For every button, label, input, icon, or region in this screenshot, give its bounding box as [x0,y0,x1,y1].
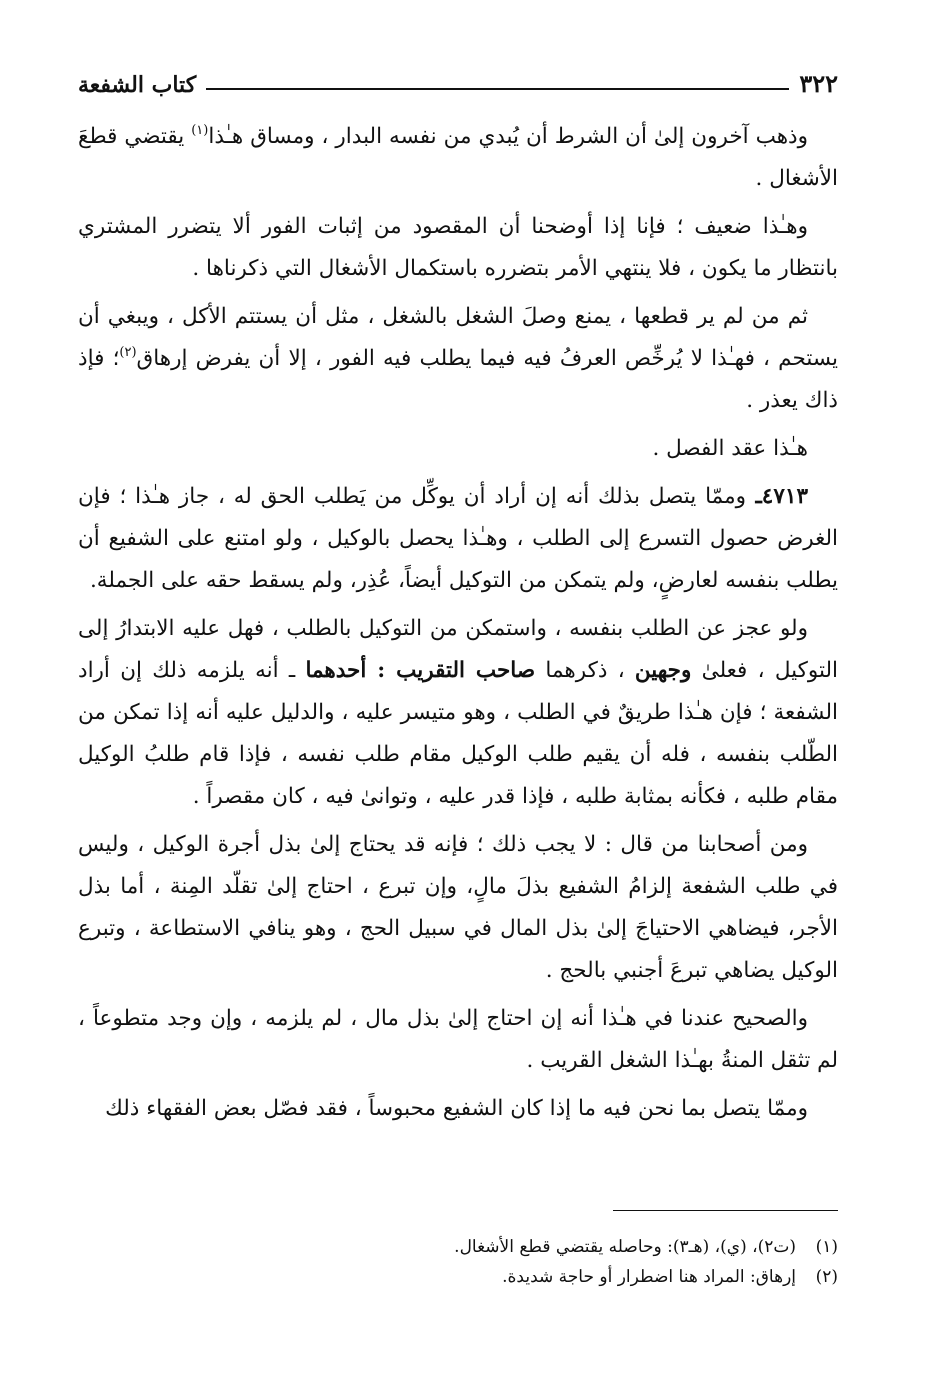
footnote [78,1232,838,1262]
paragraph [78,476,838,602]
footnote-text: (ت٢)، (ي)، (هـ٣): وحاصله يقتضي قطع الأشغال. [454,1237,796,1257]
paragraph [78,296,838,422]
footnote-text: إرهاق: المراد هنا اضطرار أو حاجة شديدة. [502,1267,796,1287]
bold-text: صاحب التقريب : أحدهما [305,658,536,683]
paragraph-text: ولو عجز عن الطلب بنفسه ، واستمكن من التوكيل بالطلب ، فهل عليه الابتدارُ إلى التوكيل ، فعلىٰ [78,616,838,683]
main-text [78,116,838,1130]
paragraph-text: هـٰذا عقد الفصل . [652,436,808,461]
footnote [78,1262,838,1292]
paragraph [78,824,838,992]
paragraph-text: وممّا يتصل بذلك أنه إن أراد أن يوكِّل من يَطلب الحق له ، جاز هـٰذا ؛ فإن الغرض حصول التسرع إلى الطلب ، وهـٰذا يحصل بالوكيل ، ولو امتنع على الشفيع أن يطلب بنفسه لعارضٍ، ولم يتمكن من التوكيل أيضاً، عُذِر، ولم يسقط حقه على الجملة. [78,484,838,593]
footnote-number: (١) [815,1237,838,1257]
paragraph-text: ثم من لم ير قطعها ، يمنع وصلَ الشغل بالشغل ، مثل أن يستتم الأكل ، ويبغي أن يستحم ، فهـٰذا لا يُرخِّص العرفُ فيه فيما يطلب فيه الفور ، إلا أن يفرض إرهاق [78,304,838,371]
page-number: ٣٢٢ [799,69,838,98]
paragraph-text: والصحيح عندنا في هـٰذا أنه إن احتاج إلىٰ بذل مال ، لم يلزمه ، وإن وجد متطوعاً ، لم تثقل المنةُ بهـٰذا الشغل القريب . [78,1006,838,1073]
paragraph [78,998,838,1082]
paragraph [78,608,838,818]
paragraph [78,116,838,200]
paragraph-text: ومن أصحابنا من قال : لا يجب ذلك ؛ فإنه قد يحتاج إلىٰ بذل أجرة الوكيل ، وليس في طلب الشفعة إلزامُ الشفيع بذلَ مالٍ، وإن تبرع ، احتاج إلىٰ تقلّد المِنة ، أما بذل الأجر، فيضاهي الاحتياجَ إلىٰ بذل المال في سبيل الحج ، وهو ينافي الاستطاعة ، وتبرع الوكيل يضاهي تبرعَ أجنبي بالحج . [78,832,838,983]
bold-text: وجهين [634,658,692,683]
footnote-marker: (١) [191,123,209,138]
footnote-number: (٢) [815,1267,838,1287]
paragraph [78,206,838,290]
paragraph-text: ؛ فإذ ذاك يعذر . [78,346,838,413]
paragraph-text: وممّا يتصل بما نحن فيه ما إذا كان الشفيع محبوساً ، فقد فصّل بعض الفقهاء ذلك [105,1096,808,1121]
bold-text: ٤٧١٣ـ [745,484,808,509]
paragraph-text: وذهب آخرون إلىٰ أن الشرط أن يُبدي من نفسه البدار ، ومساق هـٰذا [208,124,808,149]
paragraph-text: وهـٰذا ضعيف ؛ فإنا إذا أوضحنا أن المقصود من إثبات الفور ألا يتضرر المشتري بانتظار ما يكون ، فلا ينتهي الأمر بتضرره باستكمال الأشغال التي ذكرناها . [78,214,838,281]
paragraph-text: ـ أنه يلزمه ذلك إن أراد الشفعة ؛ فإن هـٰذا طريقٌ في الطلب ، وهو متيسر عليه ، والدليل عليه أنه إذا تمكن من الطّلب بنفسه ، فله أن يقيم طلب الوكيل مقام طلب نفسه ، فإذا قام طلبُ الوكيل مقام طلبه ، فكأنه بمثابة طلبه ، فإذا قدر عليه ، وتوانىٰ فيه ، كان مقصراً . [78,658,838,809]
paragraph-text: يقتضي قطعَ الأشغال . [78,124,838,191]
footnote-separator [613,1210,838,1211]
paragraph [78,1088,838,1130]
paragraph-text: ، ذكرهما [535,658,635,683]
footnotes [78,1232,838,1292]
book-title: كتاب الشفعة [78,72,197,98]
header-rule [206,88,789,90]
footnote-marker: (٢) [119,345,137,360]
book-page [78,60,838,1350]
running-header [78,60,838,102]
paragraph [78,428,838,470]
